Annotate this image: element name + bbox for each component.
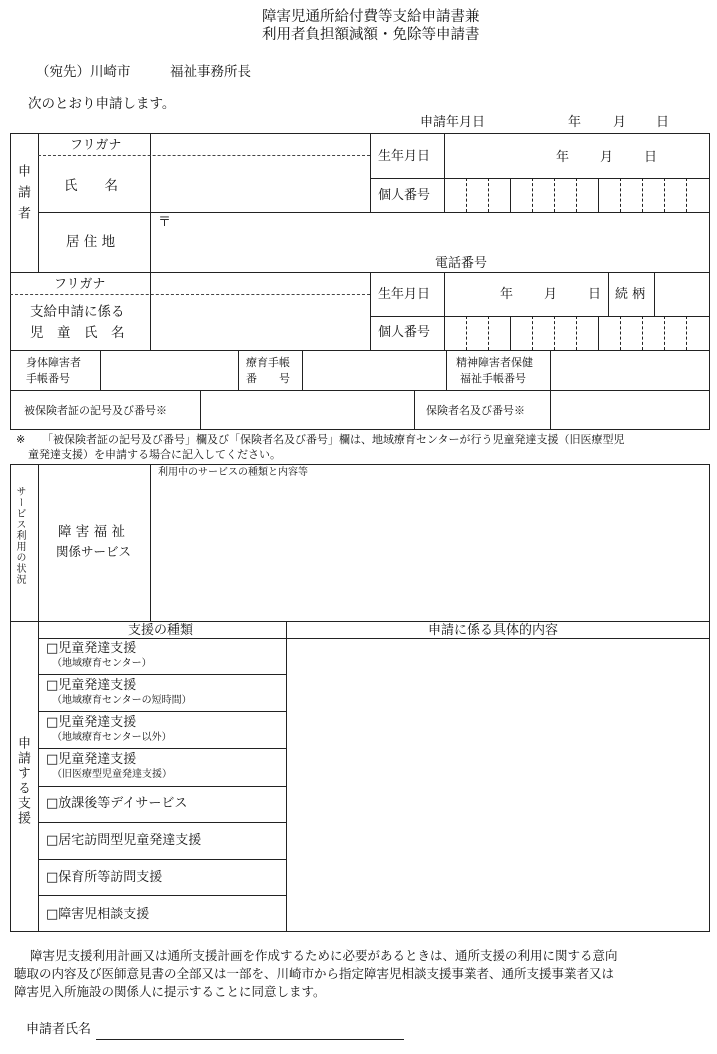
support-option-2[interactable]: □児童発達支援 [46,678,137,693]
insured-number-field[interactable] [202,392,412,429]
support-option-8[interactable]: □障害児相談支援 [46,907,150,922]
application-date-year: 年 [568,115,582,130]
child-name-field[interactable] [152,296,368,349]
child-birth-year: 年 [500,287,514,302]
physical-handbook-label-2: 手帳番号 [26,372,70,385]
note-line2: 童発達支援）を申請する場合に記入してください。 [28,448,281,461]
consent-line1: 障害児支援利用計画又は通所支援計画を作成するために必要があるときは、通所支援の利用に関する意向 [30,948,618,963]
support-option-3[interactable]: □児童発達支援 [46,715,137,730]
applicant-address-field[interactable] [172,214,708,252]
support-option-6[interactable]: □居宅訪問型児童発達支援 [46,833,202,848]
applicant-personal-no-label: 個人番号 [378,188,431,203]
child-relation-field[interactable] [656,274,708,315]
service-content-hint: 利用中のサービスの種類と内容等 [158,467,308,478]
support-option-4-sub: （旧医療型児童発達支援） [52,769,172,780]
title-line1: 障害児通所給付費等支給申請書兼 [262,9,480,25]
applicant-phone-label: 電話番号 [435,256,488,271]
physical-handbook-field[interactable] [102,352,236,389]
note-mark: ※ [16,433,26,446]
support-option-4[interactable]: □児童発達支援 [46,752,137,767]
postal-mark: 〒 [158,215,172,230]
child-personal-no-label: 個人番号 [378,325,431,340]
support-detail-header: 申請に係る具体的内容 [428,623,559,638]
signature-line [96,1039,404,1040]
applicant-birth-month: 月 [600,150,614,165]
applicant-birth-label: 生年月日 [378,149,431,164]
ryouiku-handbook-label-2: 番 号 [246,372,290,385]
insurer-label: 保険者名及び番号※ [426,404,525,417]
support-detail-field[interactable] [288,640,708,930]
applicant-birth-year: 年 [556,150,570,165]
service-category-label-2: 関係サービス [56,544,132,559]
mental-handbook-field[interactable] [552,352,708,389]
application-date-label: 申請年月日 [420,115,486,130]
applicant-birth-field[interactable] [446,135,708,177]
applicant-name-field[interactable] [152,157,368,211]
consent-line3: 障害児入所施設の関係人に提示することに同意します。 [14,984,326,999]
applicant-name-label: 氏 名 [64,178,118,194]
ryouiku-handbook-field[interactable] [304,352,444,389]
support-option-1-sub: （地域療育センター） [52,658,152,669]
service-category-label-1: 障 害 福 祉 [58,524,125,540]
child-name-label-2: 児 童 氏 名 [30,325,125,341]
addressee-prefix: （宛先）川崎市 [36,64,131,80]
support-option-2-sub: （地域療育センターの短時間） [52,695,192,706]
child-furigana-label: フリガナ [54,277,106,292]
applicant-furigana-field[interactable] [152,135,368,154]
child-birth-day: 日 [588,287,602,302]
support-option-7[interactable]: □保育所等訪問支援 [46,870,163,885]
applicant-furigana-label: フリガナ [70,138,122,153]
child-relation-label: 続 柄 [615,287,646,302]
support-section-label: 申請する支援 [15,736,30,826]
mental-handbook-label-2: 福祉手帳番号 [460,372,526,385]
insurer-field[interactable] [552,392,708,429]
ryouiku-handbook-label-1: 療育手帳 [246,356,290,369]
support-type-header: 支援の種類 [128,623,194,638]
consent-line2: 聴取の内容及び医師意見書の全部又は一部を、川崎市から指定障害児相談支援事業者、通所支援事業者又は [14,966,615,981]
signature-label: 申請者氏名 [26,1022,92,1037]
support-option-1[interactable]: □児童発達支援 [46,641,137,656]
applicant-phone-field[interactable] [498,254,708,271]
service-content-field[interactable] [152,482,708,619]
addressee-office: 福祉事務所長 [170,64,251,80]
child-birth-field[interactable] [446,274,606,315]
applicant-birth-day: 日 [644,150,658,165]
child-birth-month: 月 [544,287,558,302]
service-status-section-label: サービス利用の状況 [14,486,25,585]
applicant-personal-no-field[interactable] [446,180,708,211]
application-date-day: 日 [656,115,670,130]
child-birth-label: 生年月日 [378,287,431,302]
applicant-section-label: 申請者 [15,164,30,227]
mental-handbook-label-1: 精神障害者保健 [456,356,533,369]
child-name-label-1: 支給申請に係る [30,304,125,320]
child-furigana-field[interactable] [152,274,368,293]
intro-text: 次のとおり申請します。 [28,96,176,112]
support-option-5[interactable]: □放課後等デイサービス [46,796,188,811]
applicant-address-label: 居 住 地 [66,234,116,250]
note-line1: 「被保険者証の記号及び番号」欄及び「保険者名及び番号」欄は、地域療育センターが行う児童発達支援（旧医療型児 [42,433,625,446]
physical-handbook-label-1: 身体障害者 [26,356,81,369]
support-option-3-sub: （地域療育センター以外） [52,732,172,743]
title-line2: 利用者負担額減額・免除等申請書 [262,27,480,43]
insured-number-label: 被保険者証の記号及び番号※ [24,404,167,417]
signature-field[interactable] [96,1022,404,1039]
child-personal-no-field[interactable] [446,318,708,349]
application-date-month: 月 [613,115,627,130]
